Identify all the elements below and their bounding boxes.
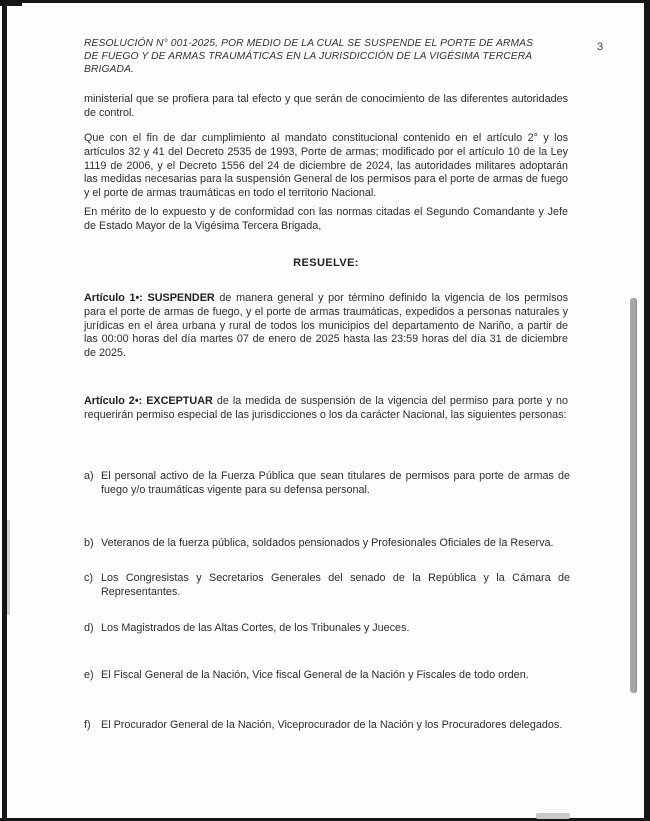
list-item-text: Los Magistrados de las Altas Cortes, de los Tribunales y Jueces. — [101, 622, 410, 634]
list-item-exception-c — [84, 572, 570, 600]
list-item-text: El personal activo de la Fuerza Pública que sean titulares de permisos para porte de armas de fuego y/o traumáticas vigente para su defensa personal. — [101, 470, 570, 496]
list-item-exception-f — [84, 719, 570, 733]
articulo-1-paragraph — [84, 292, 568, 361]
list-item-letter: f) — [84, 719, 91, 731]
paragraph-ministerial: ministerial que se profiera para tal efecto y que serán de conocimiento de las diferentes autoridades de control. — [84, 93, 568, 119]
list-item-letter: b) — [84, 537, 94, 549]
articulo-1-label: Artículo 1•: SUSPENDER — [84, 292, 215, 304]
document-header-title: RESOLUCIÓN N° 001-2025, POR MEDIO DE LA CUAL SE SUSPENDE EL PORTE DE ARMAS DE FUEGO Y DE ARMAS TRAUMÁTICAS EN LA JURISDICCIÓN DE LA VIGÉSIMA TERCERA BRIGADA. — [84, 38, 534, 75]
list-item-letter: a) — [84, 470, 94, 482]
list-item-letter: e) — [84, 669, 94, 681]
page-number: 3 — [597, 41, 604, 53]
paragraph-en-merito: En mérito de lo expuesto y de conformidad con las normas citadas el Segundo Comandante y Jefe de Estado Mayor de la Vigésima Tercera Brigada, — [84, 206, 568, 232]
list-item-text: El Fiscal General de la Nación, Vice fiscal General de la Nación y Fiscales de todo orden. — [101, 669, 529, 681]
list-item-text: Veteranos de la fuerza pública, soldados pensionados y Profesionales Oficiales de la Reserva. — [101, 537, 554, 549]
list-item-exception-b — [84, 537, 570, 551]
resuelve-heading: RESUELVE: — [293, 257, 359, 269]
list-item-letter: c) — [84, 572, 93, 584]
list-item-exception-a — [84, 470, 570, 498]
list-item-text: El Procurador General de la Nación, Viceprocurador de la Nación y los Procuradores delegados. — [101, 719, 563, 731]
paragraph-considerando: Que con el fin de dar cumplimiento al mandato constitucional contenido en el artículo 2° y los artículos 32 y 41 del Decreto 2535 de 1993, Porte de armas; modificado por el artículo 10 de la Ley 1119 de 2006, y el Decreto 1556 del 24 de diciembre de 2024, las autoridades militares adoptarán las medidas necesarias para la suspensión General de los permisos para el porte de armas de fuego y el porte de armas traumáticas en todo el territorio Nacional. — [84, 132, 568, 200]
list-item-exception-e — [84, 669, 570, 683]
list-item-exception-d — [84, 622, 570, 636]
articulo-1-text: de manera general y por término definido la vigencia de los permisos para el porte de armas de fuego, y el porte de armas traumáticas, expedidos a personas naturales y jurídicas en el área urbana y rural de todos los municipios del departamento de Nariño, a partir de las 00:00 horas del día martes 07 de enero de 2025 hasta las 23:59 horas del día 31 de diciembre de 2025. — [84, 292, 568, 360]
articulo-2-label: Artículo 2•: EXCEPTUAR — [84, 395, 213, 407]
list-item-text: Los Congresistas y Secretarios Generales del senado de la República y la Cámara de Representantes. — [101, 572, 570, 598]
list-item-letter: d) — [84, 622, 94, 634]
articulo-2-text: de la medida de suspensión de la vigencia del permiso para porte y no requerirán permiso especial de las jurisdicciones o los da carácter Nacional, las siguientes personas: — [84, 395, 568, 421]
articulo-2-paragraph — [84, 395, 568, 423]
